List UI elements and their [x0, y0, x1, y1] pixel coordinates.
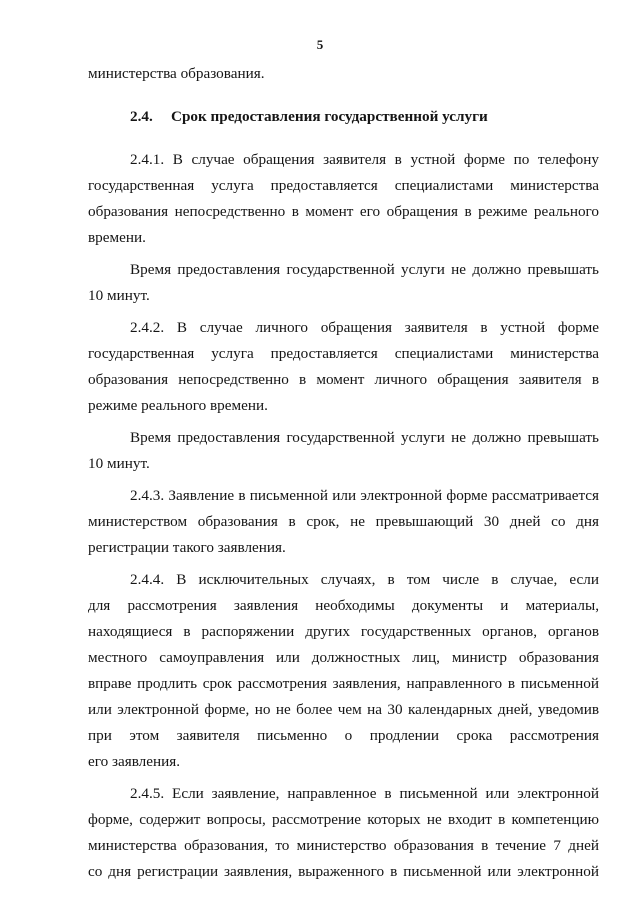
text-line: 2.4.3. Заявление в письменной или электронной форме рассматривается: [130, 487, 599, 504]
text-line: 10 минут.: [88, 287, 150, 304]
text-line: регистрации такого заявления.: [88, 539, 286, 556]
text-line: или электронной форме, но не более чем на 30 календарных дней, уведомив: [88, 701, 599, 718]
text-line: вправе продлить срок рассмотрения заявления, направленного в письменной: [88, 675, 599, 692]
paragraph-time-limit-2: [88, 425, 599, 477]
text-line: государственная услуга предоставляется специалистами министерства: [88, 177, 599, 194]
text-line: министерства образования.: [88, 65, 265, 82]
text-line: 2.4.4. В исключительных случаях, в том числе в случае, если: [130, 571, 599, 588]
text-line: его заявления.: [88, 753, 181, 770]
text-line: при этом заявителя письменно о продлении срока рассмотрения: [88, 727, 599, 744]
text-line: 2.4.2. В случае личного обращения заявителя в устной форме: [130, 319, 599, 336]
paragraph-2-4-5: [88, 781, 599, 885]
text-line: со дня регистрации заявления, выраженного в письменной или электронной: [88, 863, 599, 880]
paragraph-2-4-4: [88, 567, 599, 775]
section-number: 2.4.: [130, 108, 153, 125]
document-body: [88, 61, 599, 885]
text-line: образования непосредственно в момент его обращения в режиме реального: [88, 203, 599, 220]
paragraph-2-4-2: [88, 315, 599, 419]
text-line: находящиеся в распоряжении других государственных органов, органов: [88, 623, 599, 640]
text-line: 2.4.1. В случае обращения заявителя в устной форме по телефону: [130, 151, 599, 168]
text-line: Время предоставления государственной услуги не должно превышать: [130, 429, 599, 446]
text-line: времени.: [88, 229, 146, 246]
paragraph-2-4-1: [88, 147, 599, 251]
paragraph-2-4-3: [88, 483, 599, 561]
text-line: 2.4.5. Если заявление, направленное в письменной или электронной: [130, 785, 599, 802]
text-line: для рассмотрения заявления необходимы документы и материалы,: [88, 597, 599, 614]
text-line: образования непосредственно в момент личного обращения заявителя в: [88, 371, 599, 388]
text-line: Время предоставления государственной услуги не должно превышать: [130, 261, 599, 278]
text-line: министерства образования, то министерство образования в течение 7 дней: [88, 837, 599, 854]
text-line: местного самоуправления или должностных лиц, министр образования: [88, 649, 599, 666]
text-line: министерством образования в срок, не превышающий 30 дней со дня: [88, 513, 599, 530]
intro-paragraph: [88, 61, 599, 87]
section-heading: [88, 104, 599, 130]
text-line: форме, содержит вопросы, рассмотрение которых не входит в компетенцию: [88, 811, 599, 828]
paragraph-time-limit-1: [88, 257, 599, 309]
text-line: государственная услуга предоставляется специалистами министерства: [88, 345, 599, 362]
section-title: Срок предоставления государственной услуги: [171, 108, 488, 125]
text-line: режиме реального времени.: [88, 397, 268, 414]
text-line: 10 минут.: [88, 455, 150, 472]
page-number: 5: [316, 37, 324, 52]
